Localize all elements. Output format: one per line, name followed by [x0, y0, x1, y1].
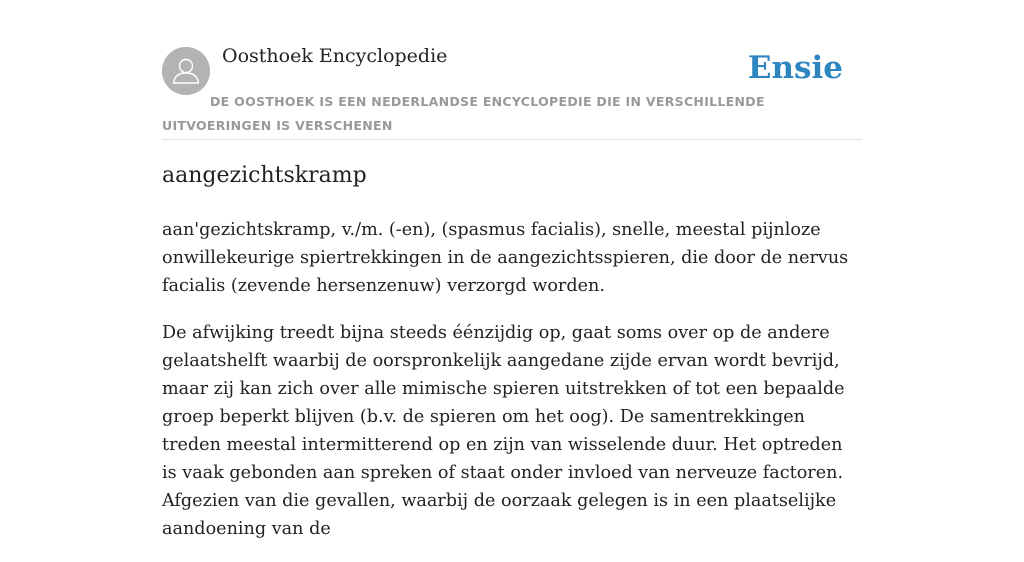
article-paragraph: De afwijking treedt bijna steeds éénzijdig op, gaat soms over op de andere gelaatshelft waarbij de oorspronkelijk aangedane zijde ervan wordt bevrijd, maar zij kan zich over alle mimische spieren uitstrekken of tot een bepaalde groep beperkt blijven (b.v. de spieren om het oog). De samentrekkingen treden meestal intermitterend op en zijn van wisselende duur. Het optreden is vaak gebonden aan spreken of staat onder invloed van nerveuze factoren. Afgezien van die gevallen, waarbij de oorzaak gelegen is in een plaatselijke aandoening van de [162, 323, 845, 539]
user-silhouette-icon[interactable] [162, 47, 210, 95]
source-tagline: DE OOSTHOEK IS EEN NEDERLANDSE ENCYCLOPEDIE DIE IN VERSCHILLENDE UITVOERINGEN IS VERSCHENEN [162, 94, 765, 133]
article-paragraph: aan'gezichtskramp, v./m. (-en), (spasmus facialis), snelle, meestal pijnloze onwillekeurige spiertrekkingen in de aangezichtsspieren, die door de nervus facialis (zevende hersenzenuw) verzorgd worden. [162, 220, 849, 296]
article-body [162, 216, 862, 562]
source-header [162, 0, 862, 140]
content-column [162, 0, 862, 539]
source-name-link[interactable]: Oosthoek Encyclopedie [222, 45, 448, 67]
article-title: aangezichtskramp [162, 163, 367, 188]
ensie-logo-link[interactable]: Ensie [747, 50, 843, 86]
